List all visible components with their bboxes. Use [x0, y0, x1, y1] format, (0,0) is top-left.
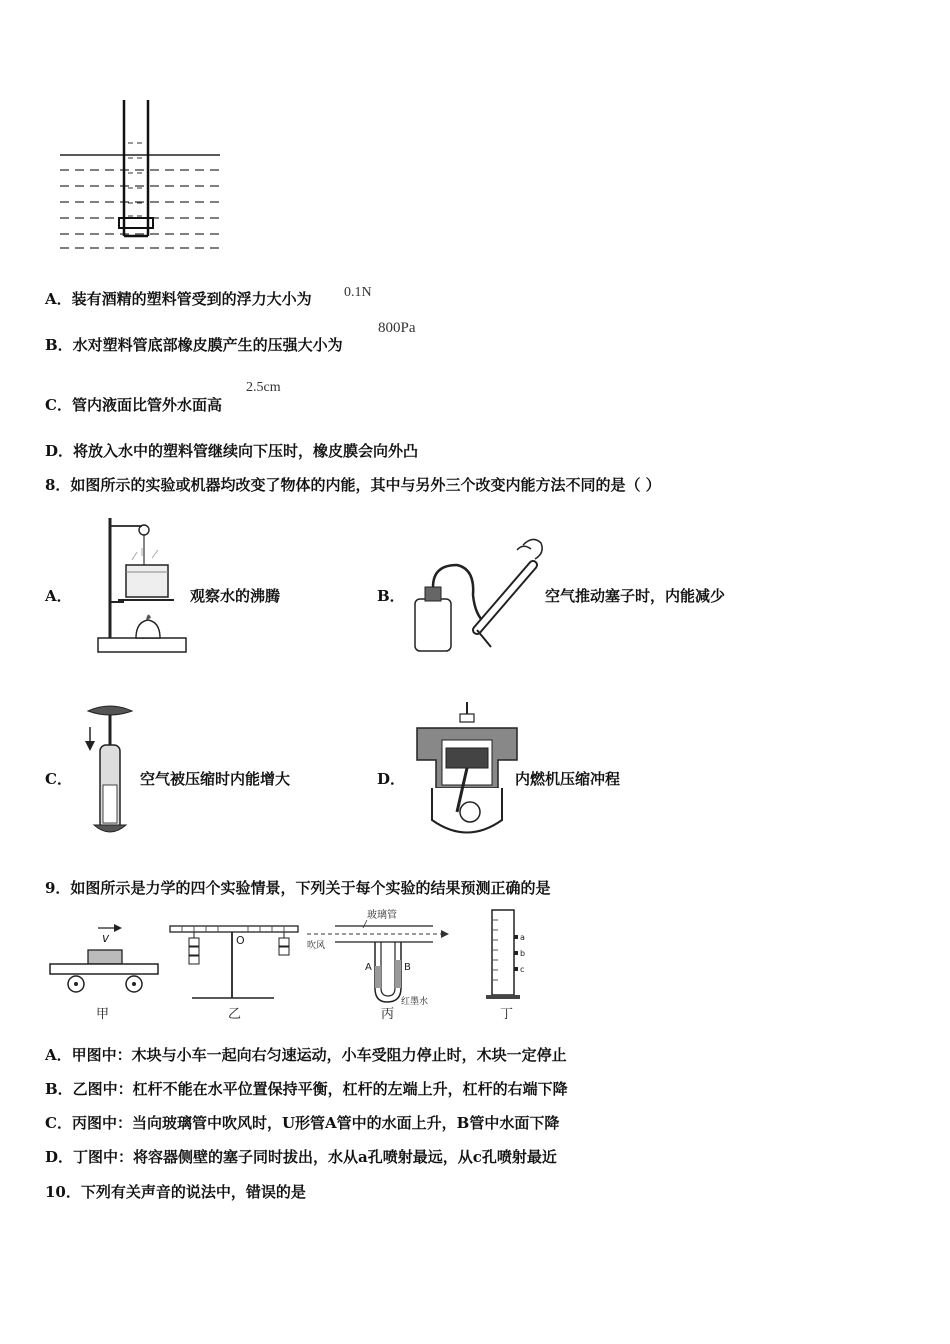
q7-option-c: C．管内液面比管外水面高: [45, 396, 222, 414]
q9-fig-red-ink-label: 红墨水: [401, 997, 429, 1007]
q8-option-d-letter: D．: [377, 770, 406, 788]
q7-option-c-value: 2.5cm: [246, 380, 281, 395]
q9-stem: 9．如图所示是力学的四个实验情景，下列关于每个实验的结果预测正确的是: [45, 879, 551, 897]
q9-fig-hole-a-label: a: [520, 933, 525, 942]
q9-option-a: A．甲图中：木块与小车一起向右匀速运动，小车受阻力停止时，木块一定停止: [45, 1046, 567, 1064]
q7-tube-in-water-figure: [58, 98, 228, 268]
q9-fig-ding-label: 丁: [500, 1007, 514, 1022]
q9-fig-ding-container: [480, 905, 540, 1020]
q8-option-a-caption: 观察水的沸腾: [190, 587, 281, 605]
q8-air-compression-figure: [80, 705, 140, 840]
q9-option-b: B．乙图中：杠杆不能在水平位置保持平衡，杠杆的左端上升，杠杆的右端下降: [45, 1080, 568, 1098]
q9-fig-yi-label: 乙: [228, 1007, 242, 1022]
q8-air-pushes-cork-figure: [405, 535, 550, 660]
q9-fig-tube-b-label: B: [404, 962, 411, 973]
q7-option-d: D．将放入水中的塑料管继续向下压时，橡皮膜会向外凸: [45, 442, 419, 460]
q8-option-b-caption: 空气推动塞子时，内能减少: [545, 587, 726, 605]
q7-option-a-value: 0.1N: [344, 285, 372, 300]
q9-fig-bing-label: 丙: [381, 1007, 395, 1022]
q9-fig-bing-utube: [305, 908, 455, 1022]
q8-option-a-letter: A．: [45, 587, 72, 605]
q9-fig-jia-cart: [48, 918, 163, 1028]
q9-fig-o-label: O: [236, 934, 245, 947]
q7-option-b: B．水对塑料管底部橡皮膜产生的压强大小为: [45, 336, 343, 354]
q9-fig-blow-label: 吹风: [307, 941, 326, 951]
q9-option-c: C．丙图中：当向玻璃管中吹风时，U形管A管中的水面上升，B管中水面下降: [45, 1114, 560, 1132]
q8-option-d-caption: 内燃机压缩冲程: [515, 770, 621, 788]
q9-fig-glass-tube-label: 玻璃管: [367, 910, 397, 921]
q8-option-c-caption: 空气被压缩时内能增大: [140, 770, 291, 788]
q7-option-a: A．装有酒精的塑料管受到的浮力大小为: [45, 290, 312, 308]
q8-option-c-letter: C．: [45, 770, 72, 788]
q9-fig-v-label: v: [102, 931, 110, 945]
q9-fig-jia-label: 甲: [96, 1007, 110, 1022]
q9-fig-hole-c-label: c: [520, 965, 525, 974]
q9-fig-hole-b-label: b: [520, 949, 526, 958]
q9-fig-yi-lever: [168, 918, 303, 1028]
q7-option-b-value: 800Pa: [378, 320, 416, 336]
q8-boiling-water-figure: [92, 510, 192, 655]
q10-stem: 10．下列有关声音的说法中，错误的是: [45, 1183, 306, 1201]
q8-stem: 8．如图所示的实验或机器均改变了物体的内能，其中与另外三个改变内能方法不同的是（ ）: [45, 476, 661, 494]
q9-fig-tube-a-label: A: [365, 962, 372, 973]
q9-option-d: D．丁图中：将容器侧壁的塞子同时拔出，水从a孔喷射最远，从c孔喷射最近: [45, 1148, 557, 1166]
q8-option-b-letter: B．: [377, 587, 405, 605]
q8-engine-compression-stroke-figure: [412, 700, 522, 845]
